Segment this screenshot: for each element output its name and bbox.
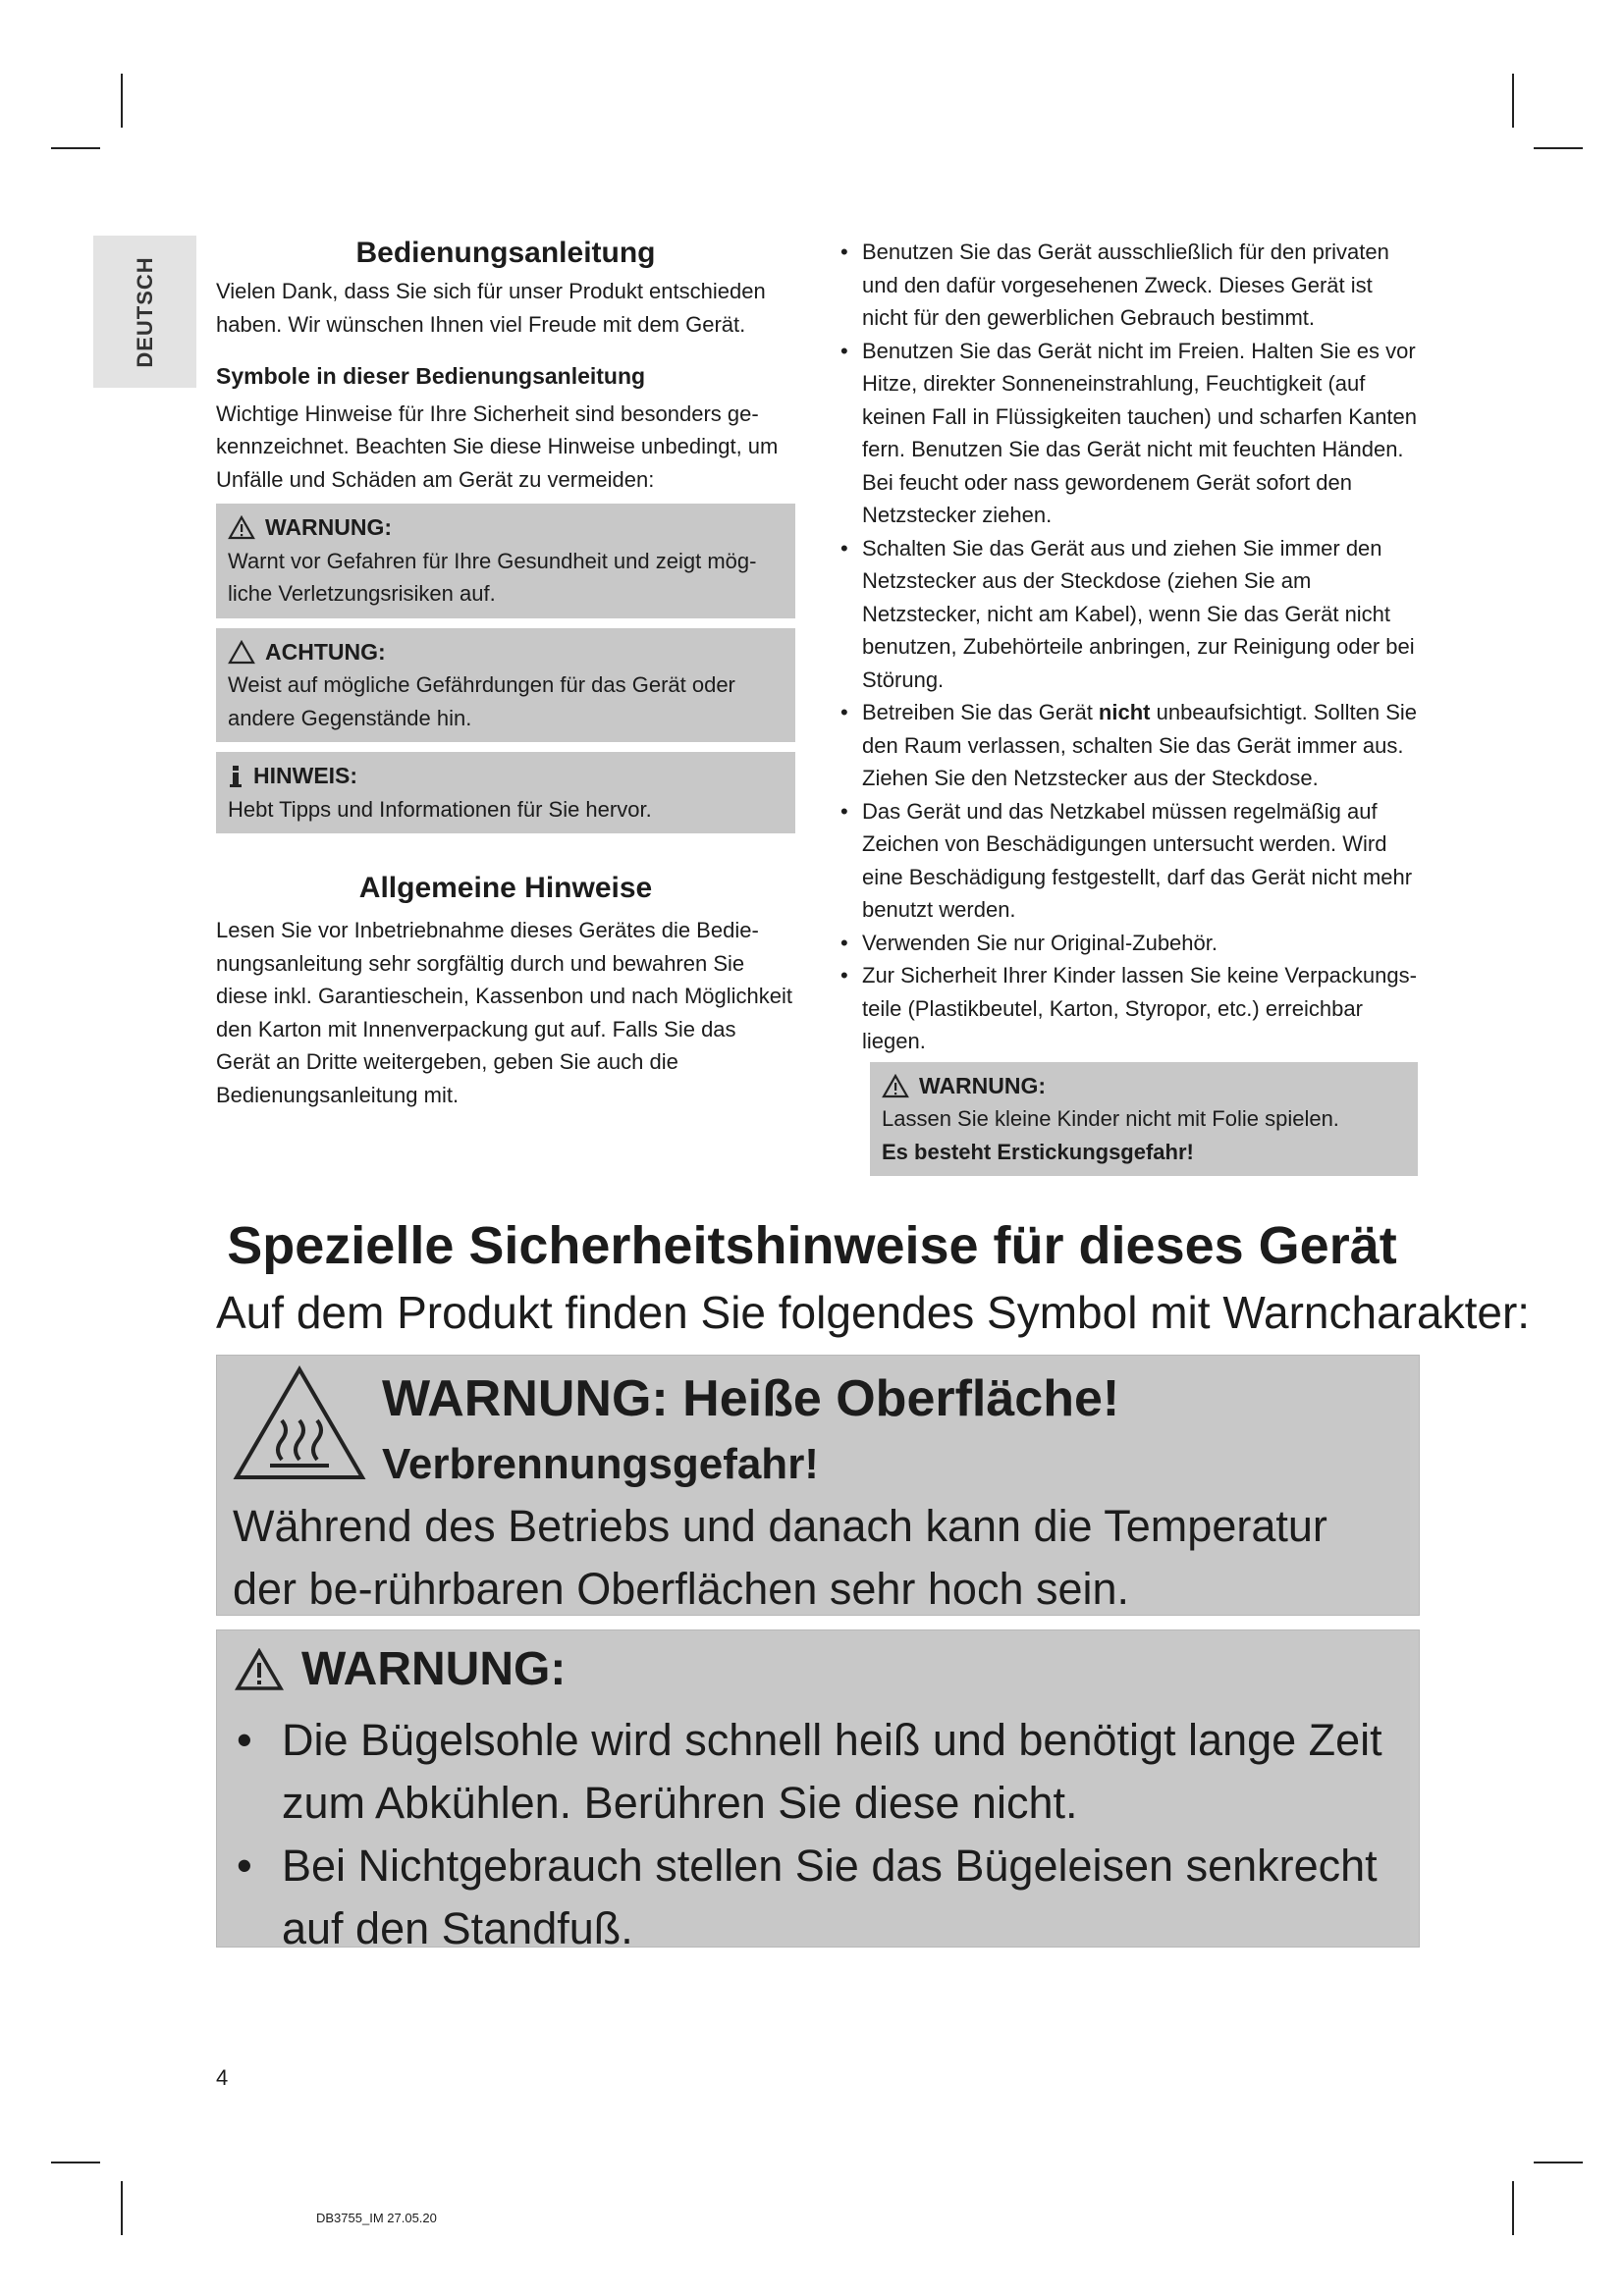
list-item: • Schalten Sie das Gerät aus und ziehen Sie immer den Netzstecker aus der Steckdose (ziehen Sie am Netzstecker, nicht am Kabel), wenn Sie das Gerät nicht benutzen, Zubehörteile anbringen, zur Reinigung oder bei Störung. xyxy=(835,532,1418,697)
hinweis-text: Hebt Tipps und Informationen für Sie hervor. xyxy=(228,796,652,822)
page-number: 4 xyxy=(216,2065,229,2090)
general-text: Lesen Sie vor Inbetriebnahme dieses Gerätes die Bedie-nungsanleitung sehr sorgfältig durch und bewahren Sie diese inkl. Garantieschein, Kassenbon und nach Möglichkeit den Karton mit Innenverpackung gut auf. Falls Sie das Gerät an Dritte weitergeben, geben Sie auch die Bedienungsanleitung mit. xyxy=(216,918,793,1107)
list-item: • Das Gerät und das Netzkabel müssen regelmäßig auf Zeichen von Beschädigungen untersucht werden. Wird eine Beschädigung festgestellt, darf das Gerät nicht mehr benutzt werden. xyxy=(835,795,1418,927)
achtung-label: ACHTUNG: xyxy=(265,638,386,665)
crop-mark xyxy=(51,2162,100,2163)
list-item: • Benutzen Sie das Gerät ausschließlich für den privaten und den dafür vorgesehenen Zweck. Dieses Gerät ist nicht für den gewerblichen Gebrauch bestimmt. xyxy=(835,236,1418,335)
achtung-text: Weist auf mögliche Gefährdungen für das Gerät oder andere Gegenstände hin. xyxy=(228,672,735,730)
left-column xyxy=(216,236,795,1111)
warning-triangle-icon xyxy=(228,515,255,540)
iron-warning-box xyxy=(216,1629,1420,1953)
language-tab-label: DEUTSCH xyxy=(133,256,157,368)
crop-mark xyxy=(1534,2162,1583,2163)
hot-surface-text: Während des Betriebs und danach kann die Temperatur der be-rührbaren Oberflächen sehr hoch sein. xyxy=(233,1501,1327,1614)
warnung-label: WARNUNG: xyxy=(265,514,393,540)
symbols-heading: Symbole in dieser Bedienungsanleitung xyxy=(216,363,646,389)
manual-title: Bedienungsanleitung xyxy=(355,237,656,269)
crop-mark xyxy=(51,147,100,149)
crop-mark xyxy=(1512,74,1514,128)
hinweis-title xyxy=(228,760,784,793)
warning-triangle-icon xyxy=(882,1074,909,1098)
warnung-text: Warnt vor Gefahren für Ihre Gesundheit und zeigt mög-liche Verletzungsrisiken auf. xyxy=(228,548,757,606)
safety-list xyxy=(835,236,1418,1058)
special-safety-title: Spezielle Sicherheitshinweise für dieses Gerät xyxy=(227,1216,1397,1275)
hinweis-box xyxy=(216,752,795,833)
crop-mark xyxy=(1534,147,1583,149)
hinweis-label: HINWEIS: xyxy=(253,763,358,788)
list-item xyxy=(835,696,1418,795)
intro-text: Vielen Dank, dass Sie sich für unser Produkt entschieden haben. Wir wünschen Ihnen viel Freude mit dem Gerät. xyxy=(216,279,766,337)
list-item-emphasis: nicht xyxy=(1098,700,1151,724)
list-item: • Die Bügelsohle wird schnell heiß und benötigt lange Zeit zum Abkühlen. Berühren Sie diese nicht. xyxy=(231,1709,1409,1835)
children-warning-line1: Lassen Sie kleine Kinder nicht mit Folie spielen. xyxy=(882,1106,1339,1131)
right-column xyxy=(835,236,1418,1176)
hot-surface-subtitle: Verbrennungsgefahr! xyxy=(382,1440,819,1488)
info-icon xyxy=(228,765,244,788)
achtung-title xyxy=(228,636,784,669)
list-item: • Bei Nichtgebrauch stellen Sie das Bügeleisen senkrecht auf den Standfuß. xyxy=(231,1835,1409,1960)
crop-mark xyxy=(121,74,123,128)
children-warning-title xyxy=(882,1070,1406,1103)
children-warning-label: WARNUNG: xyxy=(919,1072,1047,1098)
caution-triangle-icon xyxy=(228,640,255,665)
warnung-box xyxy=(216,504,795,618)
children-warning-box xyxy=(870,1062,1418,1177)
general-heading: Allgemeine Hinweise xyxy=(358,872,653,904)
symbols-text: Wichtige Hinweise für Ihre Sicherheit sind besonders ge-kennzeichnet. Beachten Sie diese Hinweise unbedingt, um Unfälle und Schäden am Gerät zu vermeiden: xyxy=(216,400,779,492)
crop-mark xyxy=(121,2181,123,2235)
children-warning-line2: Es besteht Erstickungsgefahr! xyxy=(882,1139,1194,1164)
iron-warning-label: WARNUNG: xyxy=(301,1643,567,1695)
iron-warning-list xyxy=(231,1709,1409,1960)
hot-surface-icon xyxy=(231,1363,368,1483)
iron-warning-title xyxy=(235,1642,566,1696)
list-item: • Zur Sicherheit Ihrer Kinder lassen Sie keine Verpackungs-teile (Plastikbeutel, Karton, Styropor, etc.) erreichbar liegen. xyxy=(835,959,1418,1058)
special-safety-subtitle: Auf dem Produkt finden Sie folgendes Symbol mit Warncharakter: xyxy=(216,1287,1531,1338)
hot-surface-title: WARNUNG: Heiße Oberfläche! xyxy=(382,1370,1120,1427)
list-item-text: unbeaufsichtigt. Sollten Sie den Raum verlassen, schalten Sie das Gerät immer aus. Ziehen Sie den Netzstecker aus der Steckdose. xyxy=(862,700,1417,790)
list-item: • Benutzen Sie das Gerät nicht im Freien. Halten Sie es vor Hitze, direkter Sonneneinstrahlung, Feuchtigkeit (auf keinen Fall in Flüssigkeiten tauchen) und scharfen Kanten fern. Benutzen Sie das Gerät nicht mit feuchten Händen. Bei feucht oder nass gewordenem Gerät sofort den Netzstecker ziehen. xyxy=(835,335,1418,532)
crop-mark xyxy=(1512,2181,1514,2235)
list-item: • Verwenden Sie nur Original-Zubehör. xyxy=(835,927,1418,960)
achtung-box xyxy=(216,628,795,743)
warning-triangle-icon xyxy=(235,1648,284,1691)
list-item-text: Betreiben Sie das Gerät xyxy=(862,700,1099,724)
hot-surface-box xyxy=(216,1355,1420,1616)
footer-code: DB3755_IM 27.05.20 xyxy=(316,2211,437,2225)
warnung-title xyxy=(228,511,784,545)
